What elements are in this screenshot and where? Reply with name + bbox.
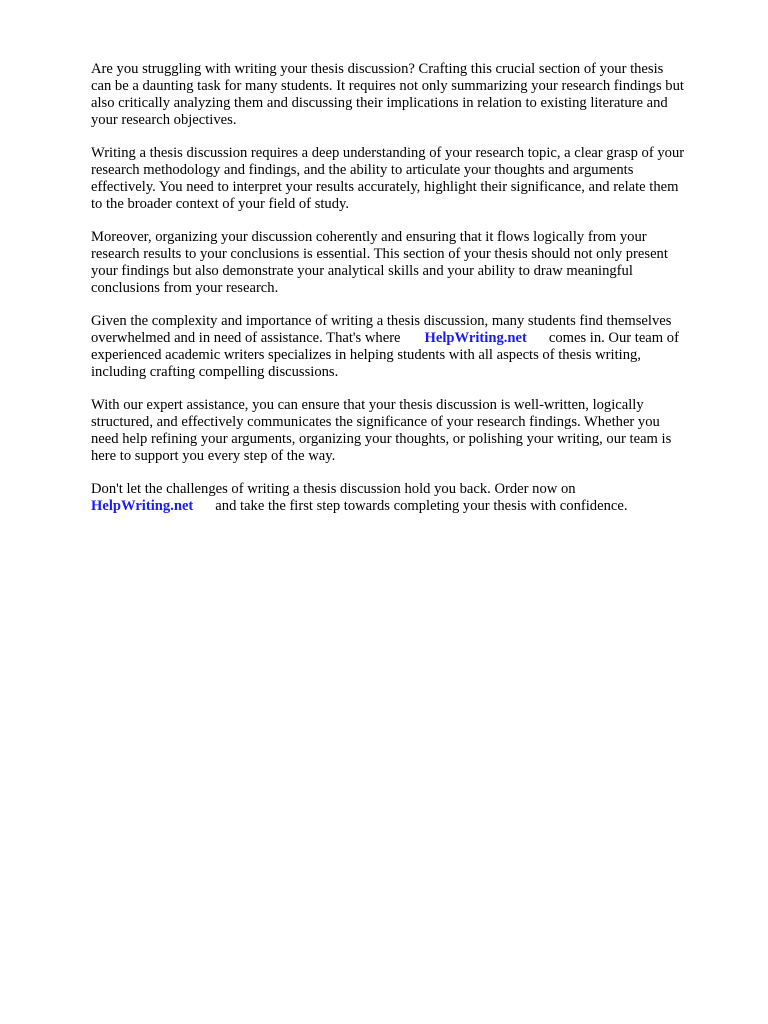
- text-line: also critically analyzing them and discussing their implications in relation to existing literature and: [91, 95, 668, 111]
- text-line: experienced academic writers specializes in helping students with all aspects of thesis writing,: [91, 347, 641, 363]
- paragraph-call-to-action: [91, 481, 731, 515]
- text-line-with-link: [91, 498, 731, 515]
- text-line: Writing a thesis discussion requires a deep understanding of your research topic, a clear grasp of your: [91, 145, 685, 161]
- text-line: your research objectives.: [91, 112, 237, 128]
- text-segment: comes in. Our team of: [548, 330, 679, 346]
- text-line: effectively. You need to interpret your results accurately, highlight their significance, and relate them: [91, 179, 679, 195]
- text-line: can be a daunting task for many students. It requires not only summarizing your research findings but: [91, 78, 684, 94]
- text-line: here to support you every step of the way.: [91, 448, 336, 464]
- paragraph-requirements: [91, 145, 731, 213]
- text-segment: and take the first step towards completing your thesis with confidence.: [215, 498, 628, 514]
- text-line: including crafting compelling discussions.: [91, 364, 339, 380]
- text-line: Are you struggling with writing your thesis discussion? Crafting this crucial section of your thesis: [91, 61, 664, 77]
- text-line: Don't let the challenges of writing a thesis discussion hold you back. Order now on: [91, 481, 576, 497]
- text-line: conclusions from your research.: [91, 280, 279, 296]
- text-line: Moreover, organizing your discussion coherently and ensuring that it flows logically from your: [91, 229, 647, 245]
- text-line: With our expert assistance, you can ensure that your thesis discussion is well-written, logically: [91, 397, 644, 413]
- paragraph-service: [91, 313, 731, 381]
- paragraph-intro: [91, 61, 731, 129]
- paragraph-assistance: [91, 397, 731, 465]
- text-line-with-link: [91, 330, 731, 347]
- helpwriting-link[interactable]: HelpWriting.net: [424, 330, 527, 346]
- text-line: research methodology and findings, and the ability to articulate your thoughts and arguments: [91, 162, 634, 178]
- text-line: research results to your conclusions is essential. This section of your thesis should not only present: [91, 246, 668, 262]
- text-line: need help refining your arguments, organizing your thoughts, or polishing your writing, our team is: [91, 431, 672, 447]
- text-line: to the broader context of your field of study.: [91, 196, 350, 212]
- helpwriting-link[interactable]: HelpWriting.net: [91, 498, 194, 514]
- text-segment: overwhelmed and in need of assistance. That's where: [91, 330, 401, 346]
- document-page: [91, 61, 731, 531]
- paragraph-organizing: [91, 229, 731, 297]
- text-line: structured, and effectively communicates the significance of your research findings. Whether you: [91, 414, 660, 430]
- text-line: Given the complexity and importance of writing a thesis discussion, many students find themselves: [91, 313, 672, 329]
- text-line: your findings but also demonstrate your analytical skills and your ability to draw meaningful: [91, 263, 633, 279]
